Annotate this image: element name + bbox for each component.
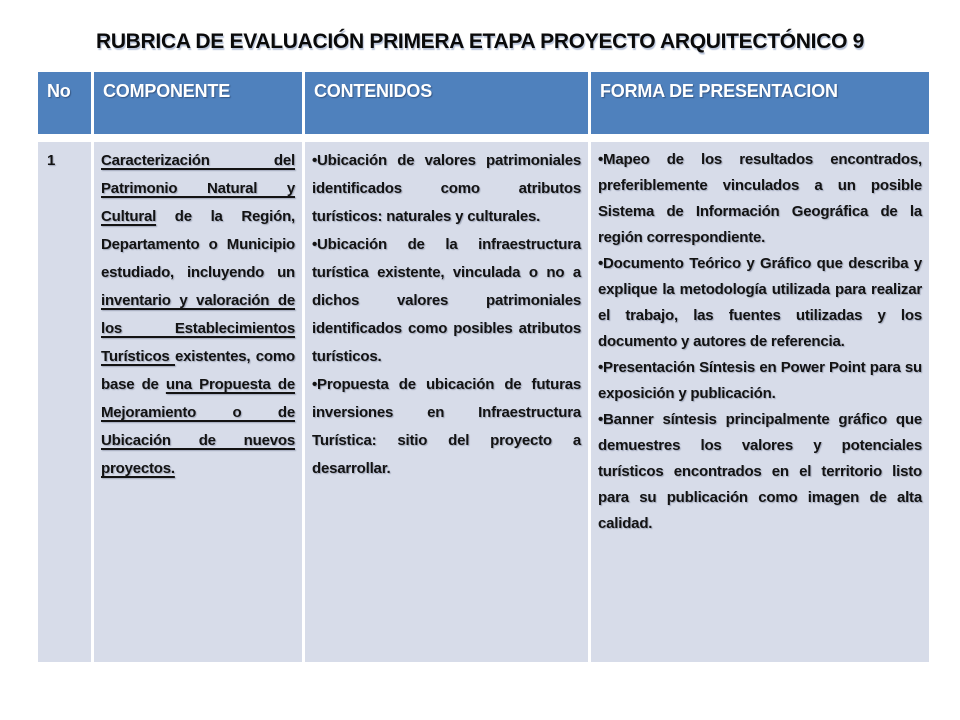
table-body-row [38,142,929,662]
header-cell-no: No [38,72,91,134]
cell-componente [94,142,302,662]
bullet-item: •Banner síntesis principalmente gráfico que demuestres los valores y potenciales turísticos encontrados en el territorio listo para su publicación como imagen de alta calidad. [598,411,922,532]
cell-contenidos [305,142,588,662]
bullet-item: •Mapeo de los resultados encontrados, preferiblemente vinculados a un posible Sistema de Información Geográfica de la región correspondiente. [598,151,922,246]
componente-underlined-text: Caracterización del Patrimonio Natural y Cultural [101,152,295,225]
header-cell-forma: FORMA DE PRESENTACION [591,72,929,134]
cell-forma [591,142,929,662]
bullet-item: •Ubicación de valores patrimoniales identificados como atributos turísticos: naturales y culturales. [312,152,581,225]
page-title: RUBRICA DE EVALUACIÓN PRIMERA ETAPA PROYECTO ARQUITECTÓNICO 9 [95,30,865,53]
header-cell-componente: COMPONENTE [94,72,302,134]
bullet-item: •Propuesta de ubicación de futuras inversiones en Infraestructura Turística: sitio del proyecto a desarrollar. [312,376,581,477]
componente-underlined-text: una Propuesta de Mejoramiento o de Ubicación de nuevos proyectos. [101,376,295,477]
cell-row-number [38,142,91,662]
componente-text: existentes, como base de [101,348,295,393]
componente-underlined-text: inventario y valoración de los Establecimientos Turísticos [101,292,295,365]
table-header-row [38,72,929,134]
header-cell-contenidos: CONTENIDOS [305,72,588,134]
bullet-item: •Documento Teórico y Gráfico que describa y explique la metodología utilizada para realizar el trabajo, las fuentes utilizadas y los documento y autores de referencia. [598,255,922,350]
rubric-table [38,72,929,662]
row-number: 1 [47,152,56,169]
bullet-item: •Ubicación de la infraestructura turística existente, vinculada o no a dichos valores patrimoniales identificados como posibles atributos turísticos. [312,236,581,365]
componente-text: de la Región, Departamento o Municipio estudiado, incluyendo un [101,208,295,281]
bullet-item: •Presentación Síntesis en Power Point para su exposición y publicación. [598,359,922,402]
